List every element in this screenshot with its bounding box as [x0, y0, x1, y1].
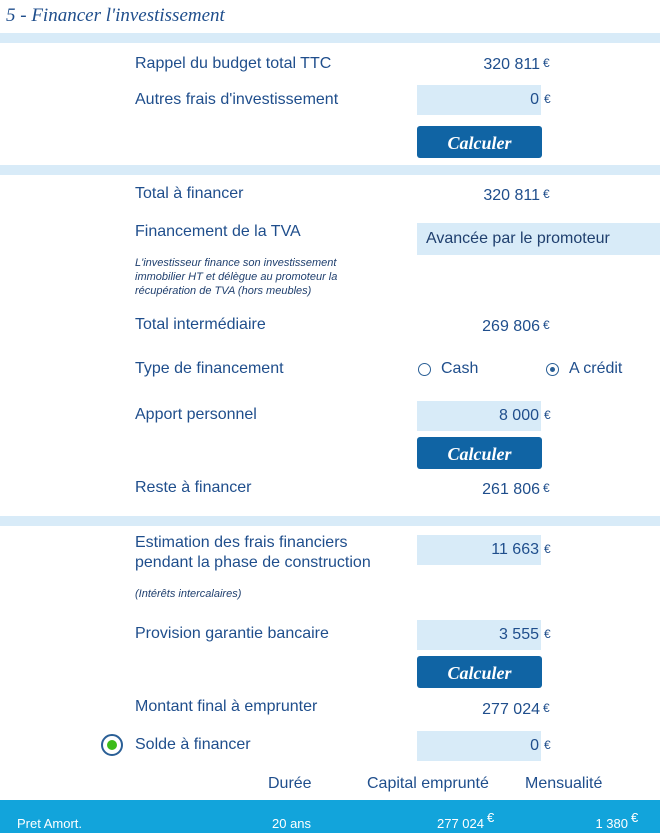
- col-capital-header: Capital emprunté: [367, 775, 489, 792]
- autres-frais-currency: €: [544, 92, 551, 106]
- total-intermediaire-currency: €: [543, 318, 550, 332]
- pret-mensualite: 1 380: [595, 816, 628, 831]
- budget-currency: €: [543, 56, 550, 70]
- garantie-label: Provision garantie bancaire: [135, 625, 329, 642]
- tva-note-line2: immobilier HT et délègue au promoteur la: [135, 271, 338, 283]
- budget-label: Rappel du budget total TTC: [135, 55, 332, 72]
- total-intermediaire-label: Total intermédiaire: [135, 316, 266, 333]
- autres-frais-input[interactable]: [417, 85, 541, 115]
- autres-frais-label: Autres frais d'investissement: [135, 91, 339, 108]
- reste-label: Reste à financer: [135, 479, 252, 496]
- section-separator: [0, 33, 660, 43]
- budget-value: 320 811: [483, 56, 540, 73]
- pret-mensualite-currency: €: [631, 810, 639, 825]
- montant-final-currency: €: [543, 701, 550, 715]
- calculer-button-1[interactable]: Calculer: [417, 126, 542, 158]
- radio-credit-label: A crédit: [569, 360, 623, 377]
- total-financer-label: Total à financer: [135, 185, 244, 202]
- tva-note-line1: L'investisseur finance son investissement: [135, 257, 337, 269]
- pret-name: Pret Amort.: [17, 816, 83, 831]
- solde-label: Solde à financer: [135, 736, 251, 753]
- calculer-button-2[interactable]: Calculer: [417, 437, 542, 469]
- radio-credit[interactable]: [546, 363, 559, 376]
- reste-currency: €: [543, 481, 550, 495]
- garantie-input[interactable]: [417, 620, 541, 650]
- apport-currency: €: [544, 408, 551, 422]
- total-financer-value: 320 811: [483, 187, 540, 204]
- pret-duree: 20 ans: [272, 816, 312, 831]
- garantie-currency: €: [544, 627, 551, 641]
- pret-capital: 277 024: [437, 816, 484, 831]
- section-separator: [0, 516, 660, 526]
- tva-label: Financement de la TVA: [135, 223, 301, 240]
- col-mensualite-header: Mensualité: [525, 775, 603, 792]
- solde-input[interactable]: [417, 731, 541, 761]
- apport-label: Apport personnel: [135, 406, 257, 423]
- apport-input[interactable]: [417, 401, 541, 431]
- total-financer-currency: €: [543, 187, 550, 201]
- frais-financiers-label-line1: Estimation des frais financiers: [135, 534, 348, 551]
- solde-radio[interactable]: [101, 734, 123, 756]
- pret-capital-currency: €: [487, 810, 495, 825]
- frais-financiers-currency: €: [544, 542, 551, 556]
- tva-note-line3: récupération de TVA (hors meubles): [135, 285, 312, 297]
- frais-financiers-label-line2: pendant la phase de construction: [135, 554, 371, 571]
- pret-amort-row: [0, 800, 660, 833]
- section-separator: [0, 165, 660, 175]
- montant-final-label: Montant final à emprunter: [135, 698, 318, 715]
- radio-cash[interactable]: [418, 363, 431, 376]
- montant-final-value: 277 024: [482, 701, 540, 718]
- frais-financiers-input[interactable]: [417, 535, 541, 565]
- solde-currency: €: [544, 738, 551, 752]
- radio-cash-label: Cash: [441, 360, 479, 377]
- total-intermediaire-value: 269 806: [482, 318, 540, 335]
- reste-value: 261 806: [482, 481, 540, 498]
- section-title: 5 - Financer l'investissement: [6, 5, 225, 26]
- col-duree-header: Durée: [268, 775, 312, 792]
- frais-financiers-note: (Intérêts intercalaires): [135, 588, 242, 600]
- type-financement-label: Type de financement: [135, 360, 284, 377]
- tva-select[interactable]: Avancée par le promoteur: [417, 223, 660, 255]
- calculer-button-3[interactable]: Calculer: [417, 656, 542, 688]
